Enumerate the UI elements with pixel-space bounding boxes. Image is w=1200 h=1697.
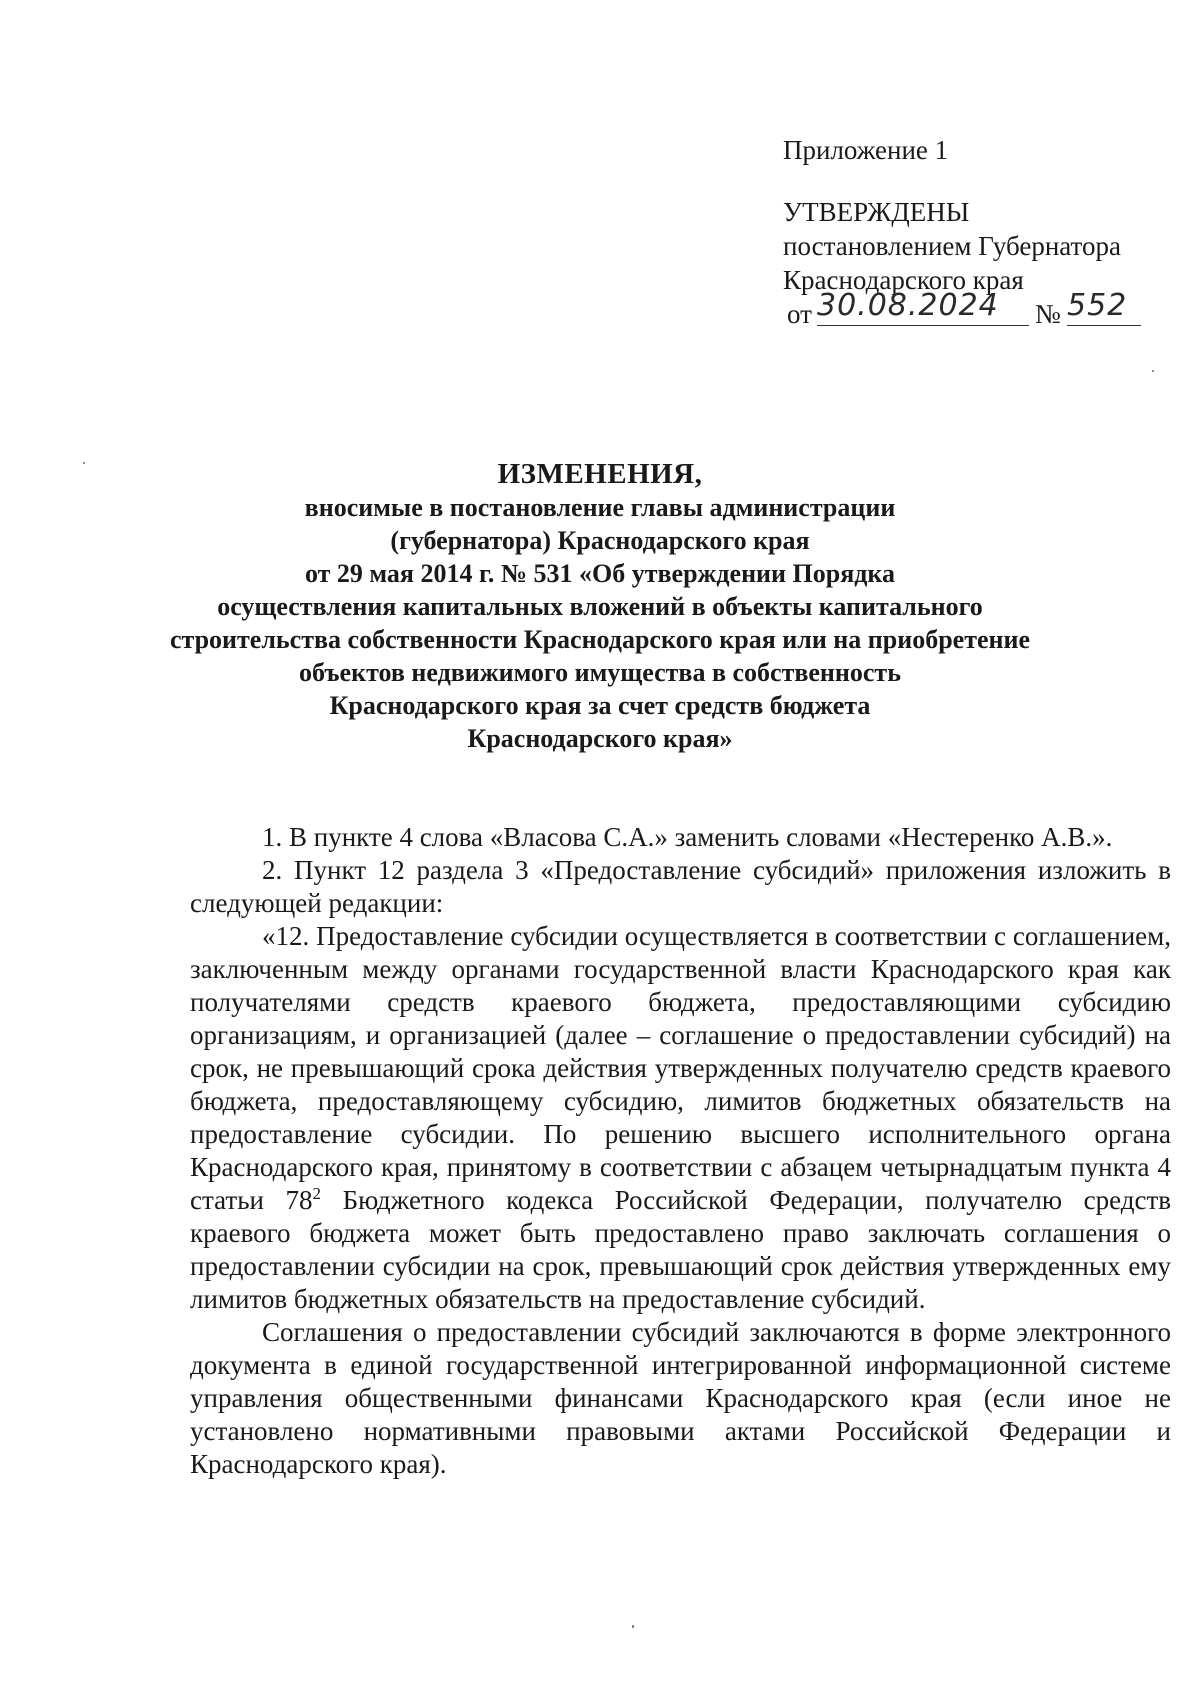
title-line: Краснодарского края» bbox=[467, 724, 733, 753]
paragraph-2: 2. Пункт 12 раздела 3 «Предоставление субсидий» приложения изложить в следующей редакции: bbox=[190, 855, 1171, 918]
scan-speck bbox=[1152, 370, 1154, 372]
paragraph-3 bbox=[190, 920, 1171, 1316]
handwritten-date: 30.08.2024 bbox=[817, 288, 999, 323]
number-prefix: № bbox=[1035, 299, 1061, 329]
paragraph-1: 1. В пункте 4 слова «Власова С.А.» заменить словами «Нестеренко А.В.». bbox=[262, 822, 1113, 852]
title-line: осуществления капитальных вложений в объекты капитального bbox=[217, 592, 983, 621]
title-line: (губернатора) Краснодарского края bbox=[390, 526, 810, 555]
paragraph-4: Соглашения о предоставлении субсидий заключаются в форме электронного документа в единой государственной интегрированной информационной системе управления общественными финансами Краснодарского края (если иное не установлено нормативными правовыми актами Российской Федерации и Краснодарского края). bbox=[190, 1317, 1171, 1479]
date-number-line bbox=[783, 288, 1173, 337]
title-heading: ИЗМЕНЕНИЯ, bbox=[497, 458, 703, 490]
document-title bbox=[150, 458, 1050, 755]
scan-speck bbox=[83, 462, 85, 464]
title-line: строительства собственности Краснодарского края или на приобретение bbox=[169, 625, 1031, 654]
article-superscript: 2 bbox=[312, 1184, 322, 1203]
handwritten-number: 552 bbox=[1067, 288, 1128, 323]
title-line: объектов недвижимого имущества в собственность bbox=[299, 658, 901, 687]
approved-region-line: Краснодарского края bbox=[783, 265, 1024, 295]
date-underline bbox=[817, 325, 1029, 326]
paragraph-3-text-a: «12. Предоставление субсидии осуществляется в соответствии с соглашением, заключенным между органами государственной власти Краснодарского края как получателями средств краевого бюджета, предоставляющими субсидию организациям, и организацией (далее – соглашение о предоставлении субсидий) на срок, не превышающий срока действия утвержденных получателю средств краевого бюджета, предоставляющему субсидию, лимитов бюджетных обязательств на предоставление субсидии. По решению высшего исполнительного органа Краснодарского края, принятому в соответствии с абзацем четырнадцатым пункта 4 статьи 78 bbox=[190, 921, 1171, 1215]
date-prefix: от bbox=[787, 299, 812, 329]
approval-block bbox=[783, 133, 1173, 337]
document-body bbox=[190, 821, 1171, 1481]
approved-by-line: постановлением Губернатора bbox=[783, 231, 1121, 261]
appendix-label: Приложение 1 bbox=[783, 135, 949, 165]
paragraph-3-text-b: Бюджетного кодекса Российской Федерации, получателю средств краевого бюджета может быть предоставлено право заключать соглашения о предоставлении субсидии на срок, превышающий срок действия утвержденных ему лимитов бюджетных обязательств на предоставление субсидий. bbox=[190, 1185, 1171, 1314]
title-line: от 29 мая 2014 г. № 531 «Об утверждении Порядка bbox=[304, 559, 896, 588]
scan-speck bbox=[632, 1625, 634, 1628]
approved-label: УТВЕРЖДЕНЫ bbox=[783, 197, 970, 227]
number-underline bbox=[1067, 325, 1141, 326]
title-line: Краснодарского края за счет средств бюджета bbox=[329, 691, 871, 720]
title-line: вносимые в постановление главы администрации bbox=[304, 493, 896, 522]
